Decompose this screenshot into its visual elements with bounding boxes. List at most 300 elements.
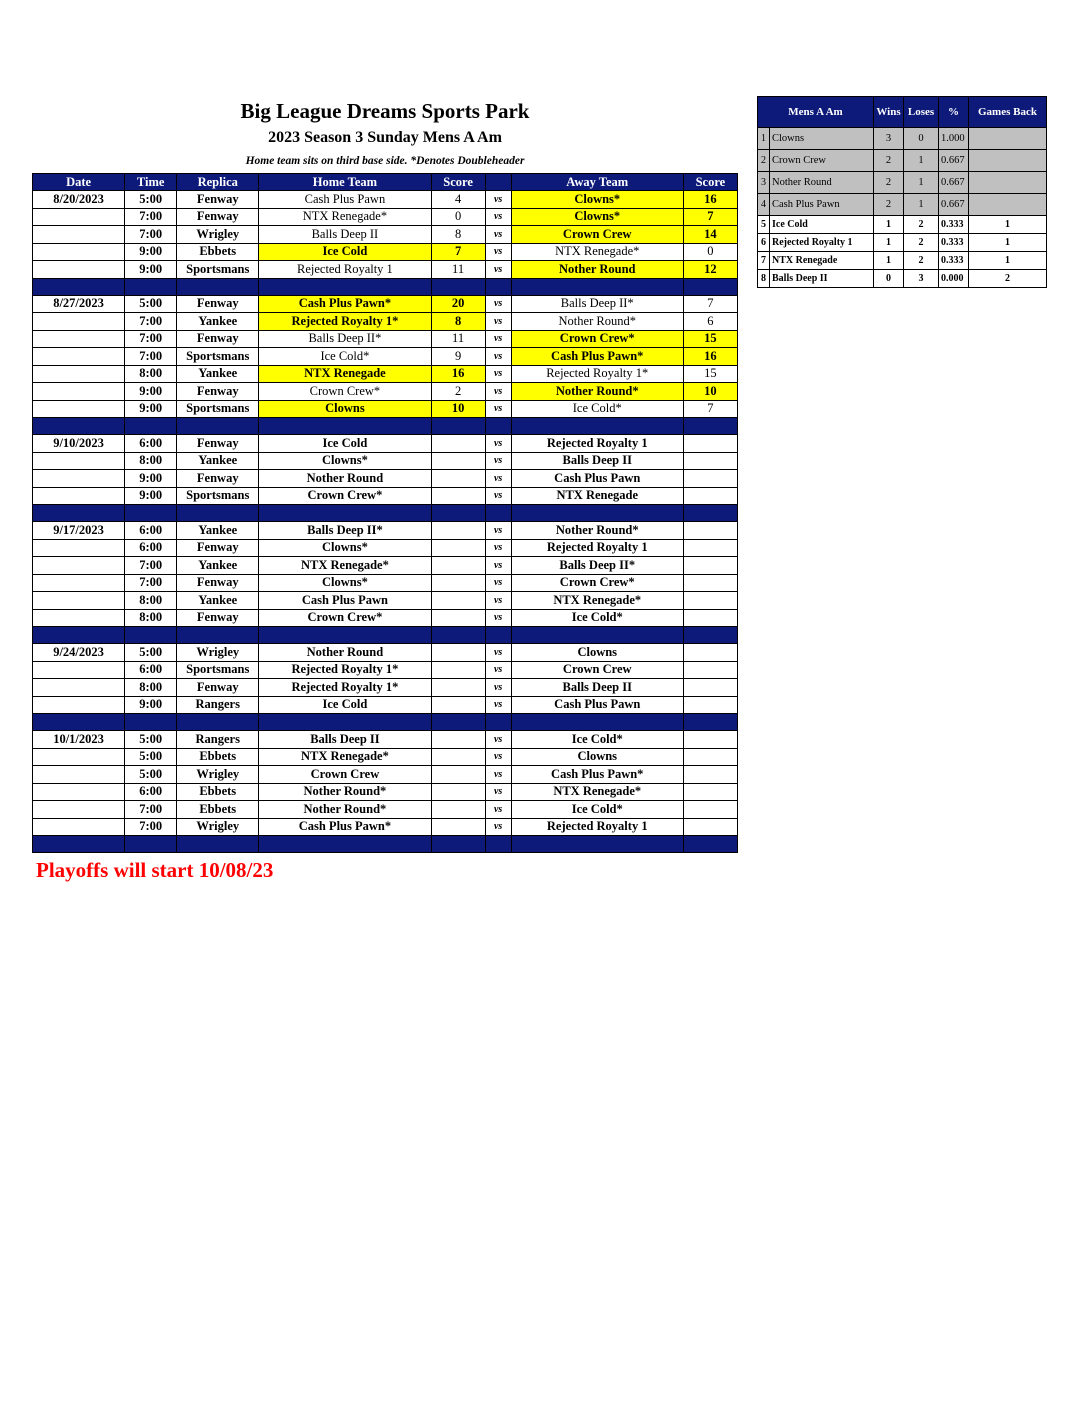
separator-cell — [177, 418, 259, 435]
game-field: Rangers — [177, 731, 259, 749]
home-team: Clowns* — [259, 539, 431, 557]
away-score — [683, 557, 737, 575]
home-score: 8 — [431, 313, 485, 331]
home-score — [431, 539, 485, 557]
col-home-team-header: Home Team — [259, 174, 431, 191]
separator-cell — [177, 836, 259, 853]
away-team: Balls Deep II — [511, 679, 683, 697]
separator-cell — [125, 505, 177, 522]
home-team: Balls Deep II — [259, 731, 431, 749]
away-score — [683, 801, 737, 819]
vs-label: vs — [485, 731, 511, 749]
table-row — [33, 539, 738, 557]
week-separator — [33, 278, 738, 295]
home-score — [431, 818, 485, 836]
away-score: 7 — [683, 295, 737, 313]
separator-cell — [259, 418, 431, 435]
game-field: Sportsmans — [177, 400, 259, 418]
away-team: Rejected Royalty 1 — [511, 435, 683, 453]
vs-label: vs — [485, 226, 511, 244]
home-team: Nother Round* — [259, 801, 431, 819]
week-separator — [33, 505, 738, 522]
game-date — [33, 557, 125, 575]
home-team: Ice Cold — [259, 696, 431, 714]
away-team: Clowns* — [511, 208, 683, 226]
game-date: 8/27/2023 — [33, 295, 125, 313]
table-row — [33, 696, 738, 714]
game-field: Sportsmans — [177, 348, 259, 366]
home-score — [431, 696, 485, 714]
vs-label: vs — [485, 592, 511, 610]
away-team: Nother Round — [511, 261, 683, 279]
week-separator — [33, 627, 738, 644]
game-date — [33, 400, 125, 418]
away-team: Rejected Royalty 1 — [511, 539, 683, 557]
away-score — [683, 452, 737, 470]
away-score — [683, 679, 737, 697]
vs-label: vs — [485, 400, 511, 418]
standing-games-back — [969, 172, 1047, 194]
separator-cell — [259, 836, 431, 853]
home-team: Rejected Royalty 1* — [259, 661, 431, 679]
table-row — [33, 452, 738, 470]
away-team: Nother Round* — [511, 522, 683, 540]
home-team: Rejected Royalty 1 — [259, 261, 431, 279]
standing-loses: 3 — [904, 270, 939, 288]
game-date — [33, 766, 125, 784]
game-field: Rangers — [177, 696, 259, 714]
away-team: Ice Cold* — [511, 609, 683, 627]
away-score: 7 — [683, 400, 737, 418]
away-score: 16 — [683, 191, 737, 209]
separator-cell — [177, 627, 259, 644]
game-time: 7:00 — [125, 226, 177, 244]
home-team: Ice Cold — [259, 243, 431, 261]
game-time: 7:00 — [125, 313, 177, 331]
vs-label: vs — [485, 313, 511, 331]
home-team: Cash Plus Pawn — [259, 191, 431, 209]
game-date — [33, 574, 125, 592]
table-row — [33, 818, 738, 836]
standings-row — [758, 216, 1047, 234]
game-field: Ebbets — [177, 243, 259, 261]
game-date — [33, 208, 125, 226]
game-field: Fenway — [177, 539, 259, 557]
vs-label: vs — [485, 557, 511, 575]
separator-cell — [33, 278, 125, 295]
standing-team: NTX Renegade — [770, 252, 874, 270]
standing-loses: 0 — [904, 128, 939, 150]
game-date — [33, 661, 125, 679]
table-row — [33, 313, 738, 331]
separator-cell — [485, 627, 511, 644]
separator-cell — [683, 627, 737, 644]
separator-cell — [485, 278, 511, 295]
away-team: Cash Plus Pawn — [511, 696, 683, 714]
away-score: 16 — [683, 348, 737, 366]
separator-cell — [683, 278, 737, 295]
away-team: Cash Plus Pawn — [511, 470, 683, 488]
home-score — [431, 679, 485, 697]
away-score — [683, 470, 737, 488]
standing-wins: 1 — [874, 216, 904, 234]
standing-team: Clowns — [770, 128, 874, 150]
away-team: Clowns — [511, 748, 683, 766]
standings-header-row — [758, 97, 1047, 128]
game-time: 8:00 — [125, 679, 177, 697]
standing-loses: 1 — [904, 172, 939, 194]
home-team: Balls Deep II* — [259, 330, 431, 348]
home-score — [431, 452, 485, 470]
standing-rank: 4 — [758, 194, 770, 216]
separator-cell — [683, 836, 737, 853]
home-team: NTX Renegade — [259, 365, 431, 383]
home-team: Crown Crew* — [259, 609, 431, 627]
separator-cell — [683, 505, 737, 522]
away-score: 7 — [683, 208, 737, 226]
standings-row — [758, 252, 1047, 270]
home-score — [431, 592, 485, 610]
vs-label: vs — [485, 574, 511, 592]
game-date — [33, 801, 125, 819]
separator-cell — [125, 714, 177, 731]
game-time: 7:00 — [125, 574, 177, 592]
separator-cell — [177, 505, 259, 522]
game-field: Ebbets — [177, 783, 259, 801]
away-score — [683, 696, 737, 714]
table-row — [33, 574, 738, 592]
separator-cell — [511, 418, 683, 435]
home-score — [431, 487, 485, 505]
standings-row — [758, 270, 1047, 288]
standing-wins: 2 — [874, 194, 904, 216]
home-team: Nother Round — [259, 470, 431, 488]
vs-label: vs — [485, 487, 511, 505]
home-score: 20 — [431, 295, 485, 313]
home-team: Crown Crew* — [259, 383, 431, 401]
standing-rank: 5 — [758, 216, 770, 234]
game-time: 9:00 — [125, 383, 177, 401]
vs-label: vs — [485, 609, 511, 627]
away-score: 10 — [683, 383, 737, 401]
separator-cell — [33, 505, 125, 522]
game-field: Yankee — [177, 313, 259, 331]
game-field: Fenway — [177, 470, 259, 488]
standing-loses: 1 — [904, 150, 939, 172]
schedule-note: Home team sits on third base side. *Denotes Doubleheader — [245, 155, 525, 167]
table-row — [33, 801, 738, 819]
standing-rank: 2 — [758, 150, 770, 172]
standing-pct: 0.000 — [939, 270, 969, 288]
week-separator — [33, 418, 738, 435]
away-score — [683, 435, 737, 453]
game-date — [33, 330, 125, 348]
standing-games-back: 2 — [969, 270, 1047, 288]
game-date — [33, 226, 125, 244]
game-date: 9/17/2023 — [33, 522, 125, 540]
table-row — [33, 295, 738, 313]
game-date — [33, 348, 125, 366]
game-time: 8:00 — [125, 365, 177, 383]
vs-label: vs — [485, 452, 511, 470]
standing-wins: 3 — [874, 128, 904, 150]
away-team: Clowns* — [511, 191, 683, 209]
col-vs-header — [485, 174, 511, 191]
away-team: Clowns — [511, 644, 683, 662]
table-row — [33, 435, 738, 453]
home-score — [431, 557, 485, 575]
standings-loses-header: Loses — [904, 97, 939, 128]
table-row — [33, 766, 738, 784]
game-time: 9:00 — [125, 261, 177, 279]
away-team: Ice Cold* — [511, 400, 683, 418]
vs-label: vs — [485, 435, 511, 453]
standing-team: Crown Crew — [770, 150, 874, 172]
game-time: 6:00 — [125, 435, 177, 453]
separator-cell — [683, 714, 737, 731]
game-date — [33, 470, 125, 488]
game-date: 8/20/2023 — [33, 191, 125, 209]
page-subtitle: 2023 Season 3 Sunday Mens A Am — [268, 129, 502, 146]
standing-loses: 2 — [904, 216, 939, 234]
standing-wins: 1 — [874, 234, 904, 252]
home-team: Cash Plus Pawn — [259, 592, 431, 610]
home-team: Cash Plus Pawn* — [259, 818, 431, 836]
game-time: 9:00 — [125, 487, 177, 505]
game-time: 7:00 — [125, 330, 177, 348]
separator-cell — [177, 714, 259, 731]
game-field: Fenway — [177, 609, 259, 627]
separator-cell — [511, 627, 683, 644]
home-team: NTX Renegade* — [259, 557, 431, 575]
home-team: Ice Cold* — [259, 348, 431, 366]
separator-cell — [259, 278, 431, 295]
away-team: NTX Renegade — [511, 487, 683, 505]
game-time: 8:00 — [125, 592, 177, 610]
vs-label: vs — [485, 766, 511, 784]
home-team: Balls Deep II — [259, 226, 431, 244]
away-team: Ice Cold* — [511, 731, 683, 749]
away-score — [683, 783, 737, 801]
table-row — [33, 226, 738, 244]
home-team: Nother Round — [259, 644, 431, 662]
separator-cell — [511, 714, 683, 731]
separator-cell — [431, 836, 485, 853]
separator-cell — [485, 505, 511, 522]
table-row — [33, 261, 738, 279]
away-team: Nother Round* — [511, 313, 683, 331]
week-separator — [33, 714, 738, 731]
vs-label: vs — [485, 661, 511, 679]
game-field: Fenway — [177, 574, 259, 592]
standing-pct: 0.333 — [939, 252, 969, 270]
game-date — [33, 748, 125, 766]
table-row — [33, 365, 738, 383]
standing-team: Balls Deep II — [770, 270, 874, 288]
standing-loses: 2 — [904, 234, 939, 252]
game-date — [33, 818, 125, 836]
game-date — [33, 609, 125, 627]
game-time: 8:00 — [125, 452, 177, 470]
table-row — [33, 783, 738, 801]
game-time: 8:00 — [125, 609, 177, 627]
away-team: Crown Crew — [511, 226, 683, 244]
col-time-header: Time — [125, 174, 177, 191]
standings-division-header: Mens A Am — [758, 97, 874, 128]
table-row — [33, 487, 738, 505]
table-row — [33, 470, 738, 488]
home-score: 0 — [431, 208, 485, 226]
vs-label: vs — [485, 261, 511, 279]
table-row — [33, 383, 738, 401]
separator-cell — [431, 418, 485, 435]
standings-row — [758, 128, 1047, 150]
standing-team: Nother Round — [770, 172, 874, 194]
home-score: 7 — [431, 243, 485, 261]
game-field: Wrigley — [177, 226, 259, 244]
home-team: Clowns — [259, 400, 431, 418]
standing-games-back — [969, 150, 1047, 172]
schedule-table — [32, 173, 738, 853]
page-title: Big League Dreams Sports Park — [240, 99, 530, 123]
away-score: 12 — [683, 261, 737, 279]
table-row — [33, 644, 738, 662]
away-score — [683, 748, 737, 766]
home-team: Ice Cold — [259, 435, 431, 453]
away-team: NTX Renegade* — [511, 783, 683, 801]
separator-cell — [33, 418, 125, 435]
game-field: Ebbets — [177, 748, 259, 766]
separator-cell — [125, 418, 177, 435]
game-field: Yankee — [177, 452, 259, 470]
separator-cell — [125, 278, 177, 295]
away-score — [683, 522, 737, 540]
standing-rank: 3 — [758, 172, 770, 194]
separator-cell — [125, 627, 177, 644]
vs-label: vs — [485, 295, 511, 313]
separator-cell — [431, 627, 485, 644]
game-field: Yankee — [177, 592, 259, 610]
vs-label: vs — [485, 191, 511, 209]
game-time: 7:00 — [125, 348, 177, 366]
game-date — [33, 365, 125, 383]
home-score: 8 — [431, 226, 485, 244]
game-date — [33, 539, 125, 557]
col-date-header: Date — [33, 174, 125, 191]
home-score: 16 — [431, 365, 485, 383]
home-score: 2 — [431, 383, 485, 401]
vs-label: vs — [485, 644, 511, 662]
away-score: 14 — [683, 226, 737, 244]
game-date: 10/1/2023 — [33, 731, 125, 749]
game-field: Ebbets — [177, 801, 259, 819]
game-time: 9:00 — [125, 243, 177, 261]
game-date: 9/10/2023 — [33, 435, 125, 453]
vs-label: vs — [485, 801, 511, 819]
game-time: 5:00 — [125, 191, 177, 209]
standing-loses: 1 — [904, 194, 939, 216]
col-away-team-header: Away Team — [511, 174, 683, 191]
standing-games-back — [969, 194, 1047, 216]
table-row — [33, 208, 738, 226]
game-time: 7:00 — [125, 557, 177, 575]
separator-cell — [259, 627, 431, 644]
vs-label: vs — [485, 365, 511, 383]
vs-label: vs — [485, 383, 511, 401]
separator-cell — [431, 278, 485, 295]
vs-label: vs — [485, 748, 511, 766]
game-field: Fenway — [177, 295, 259, 313]
away-score — [683, 661, 737, 679]
home-score: 4 — [431, 191, 485, 209]
home-score — [431, 783, 485, 801]
col-away-score-header: Score — [683, 174, 737, 191]
game-date — [33, 452, 125, 470]
standing-team: Cash Plus Pawn — [770, 194, 874, 216]
home-score — [431, 801, 485, 819]
game-field: Yankee — [177, 557, 259, 575]
game-time: 5:00 — [125, 731, 177, 749]
vs-label: vs — [485, 330, 511, 348]
standing-rank: 1 — [758, 128, 770, 150]
game-date — [33, 313, 125, 331]
separator-cell — [259, 714, 431, 731]
schedule-body — [33, 191, 738, 853]
home-score — [431, 661, 485, 679]
standings-body — [758, 128, 1047, 288]
table-row — [33, 348, 738, 366]
standing-games-back: 1 — [969, 216, 1047, 234]
table-row — [33, 400, 738, 418]
game-field: Fenway — [177, 208, 259, 226]
table-row — [33, 731, 738, 749]
standing-team: Rejected Royalty 1 — [770, 234, 874, 252]
vs-label: vs — [485, 208, 511, 226]
separator-cell — [259, 505, 431, 522]
table-row — [33, 661, 738, 679]
away-team: Cash Plus Pawn* — [511, 766, 683, 784]
separator-cell — [431, 505, 485, 522]
game-date — [33, 783, 125, 801]
away-score: 15 — [683, 365, 737, 383]
table-row — [33, 748, 738, 766]
game-time: 7:00 — [125, 818, 177, 836]
col-replica-header: Replica — [177, 174, 259, 191]
game-time: 5:00 — [125, 766, 177, 784]
standing-wins: 2 — [874, 150, 904, 172]
away-team: Cash Plus Pawn* — [511, 348, 683, 366]
game-field: Sportsmans — [177, 261, 259, 279]
game-time: 5:00 — [125, 644, 177, 662]
home-team: NTX Renegade* — [259, 748, 431, 766]
standing-pct: 0.667 — [939, 172, 969, 194]
game-time: 6:00 — [125, 661, 177, 679]
standings-pct-header: % — [939, 97, 969, 128]
standing-rank: 8 — [758, 270, 770, 288]
separator-cell — [33, 836, 125, 853]
home-score — [431, 522, 485, 540]
game-field: Yankee — [177, 522, 259, 540]
vs-label: vs — [485, 522, 511, 540]
vs-label: vs — [485, 539, 511, 557]
away-team: Rejected Royalty 1* — [511, 365, 683, 383]
game-date — [33, 243, 125, 261]
away-team: Balls Deep II — [511, 452, 683, 470]
separator-cell — [485, 418, 511, 435]
home-score — [431, 766, 485, 784]
away-score — [683, 644, 737, 662]
standing-pct: 0.333 — [939, 216, 969, 234]
